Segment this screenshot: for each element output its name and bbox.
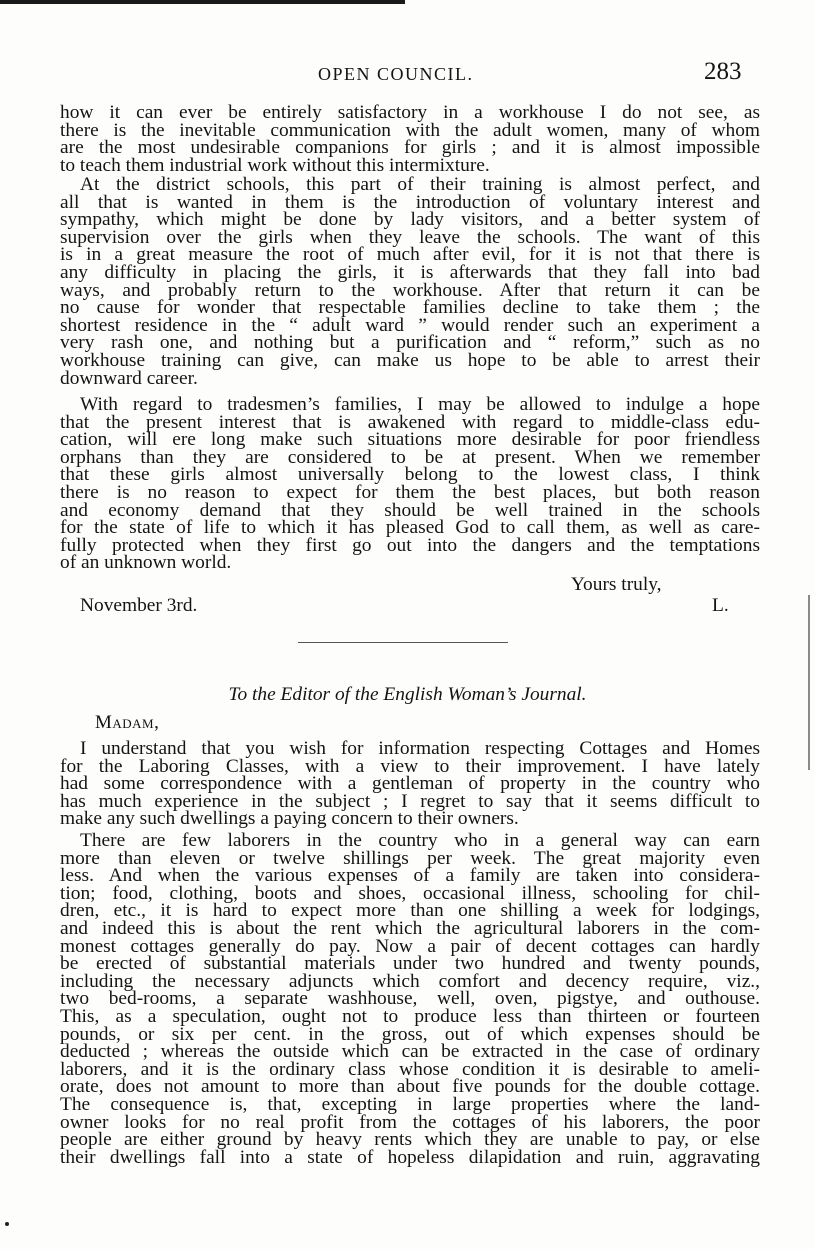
text-line: their dwellings fall into a state of hopeless dilapidation and ruin, aggravating	[60, 1146, 760, 1168]
signature-initial: L.	[712, 595, 729, 616]
letter1-paragraph-2	[60, 176, 760, 387]
text-line: including the necessary adjuncts which comfort and decency require, viz.,	[60, 970, 760, 992]
text-line: any difficulty in placing the girls, it is afterwards that they fall into bad	[60, 261, 760, 283]
text-line: for the Laboring Classes, with a view to their improvement. I have lately	[60, 755, 760, 777]
text-line: and economy demand that they should be well trained in the schools	[60, 499, 760, 521]
text-line: There are few laborers in the country who in a general way can earn	[80, 830, 760, 851]
text-line: make any such dwellings a paying concern to their owners.	[60, 808, 519, 830]
text-line: two bed-rooms, a separate washhouse, well, oven, pigstye, and outhouse.	[60, 988, 760, 1010]
text-line: laborers, and it is the ordinary class whose condition it is desirable to ameli-	[60, 1058, 760, 1080]
text-line: supervision over the girls when they leave the schools. The want of this	[60, 226, 760, 248]
text-line: owner looks for no real profit from the cottages of his laborers, the poor	[60, 1111, 760, 1133]
text-line: At the district schools, this part of their training is almost perfect, and	[80, 174, 760, 195]
top-rule	[0, 0, 405, 4]
text-line: I understand that you wish for information respecting Cottages and Homes	[80, 738, 760, 759]
letter1-paragraph-3	[60, 396, 760, 572]
text-line: no cause for wonder that respectable families decline to take them ; the	[60, 297, 760, 319]
text-line: of an unknown world.	[60, 552, 232, 574]
text-line: all that is wanted in them is the introduction of voluntary interest and	[60, 191, 760, 213]
page-edge-shadow	[808, 595, 810, 770]
text-line: had some correspondence with a gentleman of property in the country who	[60, 773, 760, 795]
text-line: for the state of life to which it has pleased God to call them, as well as care-	[60, 517, 760, 539]
text-line: monest cottages generally do pay. Now a pair of decent cottages can hardly	[60, 935, 760, 957]
page-header	[0, 58, 815, 88]
text-line: less. And when the various expenses of a family are taken into considera-	[60, 865, 760, 887]
text-line: is in a great measure the root of much after evil, for it is not that there is	[60, 244, 760, 266]
text-line: that the present interest that is awakened with regard to middle-class edu-	[60, 411, 760, 433]
text-line: orphans than they are considered to be at present. When we remember	[60, 446, 760, 468]
text-line: very rash one, and nothing but a purification and “ reform,” such as no	[60, 332, 760, 354]
text-line: that these girls almost universally belong to the lowest class, I think	[60, 464, 760, 486]
letter2-paragraph-2	[60, 832, 760, 1166]
text-line: has much experience in the subject ; I regret to say that it seems difficult to	[60, 790, 760, 812]
letter-date: November 3rd.	[80, 595, 198, 616]
text-line: cation, will ere long make such situations more desirable for poor friendless	[60, 429, 760, 451]
letter1-paragraph-1	[60, 104, 760, 174]
text-line: With regard to tradesmen’s families, I may be allowed to indulge a hope	[80, 394, 760, 415]
letter2-paragraph-1	[60, 740, 760, 828]
text-line: there is no reason to expect for them the best places, but both reason	[60, 481, 760, 503]
text-line: dren, etc., it is hard to expect more than one shilling a week for lodgings,	[60, 900, 760, 922]
text-line: workhouse training can give, can make us hope to be able to arrest their	[60, 349, 760, 371]
text-line: sympathy, which might be done by lady visitors, and a better system of	[60, 209, 760, 231]
section-divider	[298, 642, 508, 643]
running-head: OPEN COUNCIL.	[318, 64, 474, 84]
text-line: are the most undesirable companions for girls ; and it is almost impossible	[60, 137, 760, 159]
text-line: be erected of substantial materials under two hundred and twenty pounds,	[60, 953, 760, 975]
margin-mark	[5, 1222, 9, 1226]
text-line: more than eleven or twelve shillings per week. The great majority even	[60, 847, 760, 869]
salutation: Madam,	[95, 712, 160, 733]
text-line: how it can ever be entirely satisfactory in a workhouse I do not see, as	[60, 102, 760, 123]
text-line: fully protected when they first go out into the dangers and the temptations	[60, 534, 760, 556]
text-line: This, as a speculation, ought not to produce less than thirteen or fourteen	[60, 1005, 760, 1027]
text-line: people are either ground by heavy rents which they are unable to pay, or else	[60, 1129, 760, 1151]
closing-yours-truly: Yours truly,	[571, 574, 662, 595]
text-line: shortest residence in the “ adult ward ” would render such an experiment a	[60, 314, 760, 336]
text-line: and indeed this is about the rent which the agricultural laborers in the com-	[60, 917, 760, 939]
text-line: to teach them industrial work without this intermixture.	[60, 154, 490, 176]
page-number: 283	[704, 58, 742, 85]
text-line: pounds, or six per cent. in the gross, out of which expenses should be	[60, 1023, 760, 1045]
letter-heading: To the Editor of the English Woman’s Journal.	[228, 684, 587, 705]
text-line: there is the inevitable communication with the adult women, many of whom	[60, 119, 760, 141]
text-line: The consequence is, that, excepting in large properties where the land-	[60, 1093, 760, 1115]
text-line: ways, and probably return to the workhouse. After that return it can be	[60, 279, 760, 301]
text-line: tion; food, clothing, boots and shoes, occasional illness, schooling for chil-	[60, 882, 760, 904]
text-line: deducted ; whereas the outside which can be extracted in the case of ordinary	[60, 1041, 760, 1063]
text-line: downward career.	[60, 367, 198, 389]
text-line: orate, does not amount to more than about five pounds for the double cottage.	[60, 1076, 760, 1098]
